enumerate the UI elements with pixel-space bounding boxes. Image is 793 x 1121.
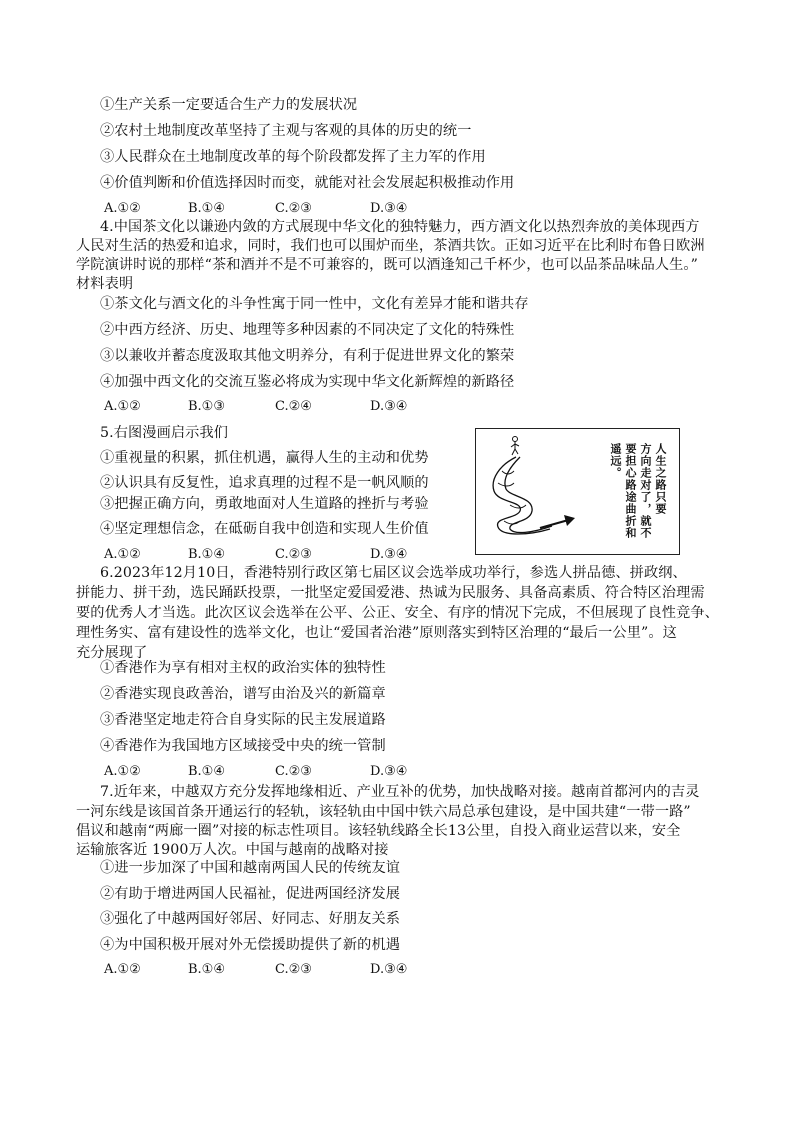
option-line: ①重视量的积累，抓住机遇，赢得人生的主动和优势 <box>100 450 429 466</box>
option-line: ②认识具有反复性，追求真理的过程不是一帆风顺的 <box>100 475 429 491</box>
q6-stem-line: 充分展现了 <box>76 645 148 661</box>
choice-c: C.②③ <box>275 764 312 779</box>
option-line: ①进一步加深了中国和越南两国人民的传统友谊 <box>100 860 401 876</box>
option-line: ③人民群众在土地制度改革的每个阶段都发挥了主力军的作用 <box>100 149 486 165</box>
option-line: ④坚定理想信念，在砥砺自我中创造和实现人生价值 <box>100 521 429 537</box>
choice-d: D.③④ <box>370 962 408 977</box>
q4-stem-line: 学院演讲时说的那样“茶和酒并不是不可兼容的，既可以酒逢知己千杯少，也可以品茶品味品人生。” <box>76 257 698 273</box>
choice-d: D.③④ <box>370 399 408 414</box>
option-line: ②有助于增进两国人民福祉，促进两国经济发展 <box>100 886 401 902</box>
q7-stem-line: 运输旅客近 1900万人次。中国与越南的战略对接 <box>76 842 389 858</box>
choice-a: A.①② <box>104 962 141 977</box>
option-line: ①生产关系一定要适合生产力的发展状况 <box>100 97 358 113</box>
option-line: ②农村土地制度改革坚持了主观与客观的具体的历史的统一 <box>100 123 472 139</box>
choice-b: B.①④ <box>188 764 225 779</box>
cartoon-caption-col4: 遥远。 <box>609 443 622 479</box>
cartoon-image <box>475 428 680 555</box>
option-line: ②香港实现良政善治，谱写由治及兴的新篇章 <box>100 686 386 702</box>
choice-d: D.③④ <box>370 201 408 216</box>
choice-b: B.①④ <box>188 547 225 562</box>
q7-stem-line: 7.近年来，中越双方充分发挥地缘相近、产业互补的优势，加快战略对接。越南首都河内的吉灵 <box>100 784 700 800</box>
q4-stem-line: 4.中国茶文化以谦逊内敛的方式展现中华文化的独特魅力，西方酒文化以热烈奔放的美体现西方 <box>100 219 700 235</box>
winding-road-drawing <box>480 431 580 553</box>
choice-d: D.③④ <box>370 764 408 779</box>
q6-stem-line: 拼能力、拼干劲，选民踊跃投票，一批坚定爱国爱港、热诚为民服务、具备高素质、符合特区治理需 <box>76 585 705 601</box>
option-line: ④加强中西文化的交流互鉴必将成为实现中华文化新辉煌的新路径 <box>100 374 515 390</box>
choice-b: B.①④ <box>188 962 225 977</box>
option-line: ③以兼收并蓄态度汲取其他文明养分，有利于促进世界文化的繁荣 <box>100 348 515 364</box>
option-line: ①香港作为享有相对主权的政治实体的独特性 <box>100 660 386 676</box>
choice-d: D.③④ <box>370 547 408 562</box>
q6-stem-line: 6.2023年12月10日，香港特别行政区第七届区议会选举成功举行，参选人拼品德、拼政纲、 <box>100 565 687 581</box>
choice-a: A.①② <box>104 201 141 216</box>
option-line: ④为中国积极开展对外无偿援助提供了新的机遇 <box>100 937 401 953</box>
choice-c: C.②④ <box>275 399 312 414</box>
choice-a: A.①② <box>104 547 141 562</box>
q7-stem-line: 一河东线是该国首条开通运行的轻轨，该轻轨由中国中铁六局总承包建设，是中国共建“一带一路” <box>76 804 691 820</box>
cartoon-caption-col3: 要担心路途曲折和 <box>624 443 637 539</box>
option-line: ③强化了中越两国好邻居、好同志、好朋友关系 <box>100 911 401 927</box>
cartoon-caption-col2: 方向走对了，就不 <box>639 443 652 539</box>
choice-c: C.②③ <box>275 201 312 216</box>
choice-c: C.②③ <box>275 962 312 977</box>
q6-stem-line: 要的优秀人才当选。此次区议会选举在公平、公正、安全、有序的情况下完成，不但展现了良性竞争、 <box>76 605 719 621</box>
choice-b: B.①③ <box>188 399 225 414</box>
q7-stem-line: 倡议和越南“两廊一圈”对接的标志性项目。该轻轨线路全长13公里，自投入商业运营以来，安全 <box>76 823 681 839</box>
choice-a: A.①② <box>104 399 141 414</box>
choice-b: B.①④ <box>188 201 225 216</box>
option-line: ④价值判断和价值选择因时而变，就能对社会发展起积极推动作用 <box>100 175 515 191</box>
q4-stem-line: 人民对生活的热爱和追求，同时，我们也可以围炉而坐，茶酒共饮。正如习近平在比利时布鲁日欧洲 <box>76 238 705 254</box>
q5-stem: 5.右图漫画启示我们 <box>100 425 229 441</box>
option-line: ①茶文化与酒文化的斗争性寓于同一性中，文化有差异才能和谐共存 <box>100 296 529 312</box>
cartoon-caption-col1: 人生之路只要 <box>654 443 667 515</box>
choice-a: A.①② <box>104 764 141 779</box>
option-line: ④香港作为我国地方区域接受中央的统一管制 <box>100 738 386 754</box>
q6-stem-line: 理性务实、富有建设性的选举文化，也让“爱国者治港”原则落实到特区治理的“最后一公里”。这 <box>76 625 677 641</box>
choice-c: C.②③ <box>275 547 312 562</box>
option-line: ②中西方经济、历史、地理等多种因素的不同决定了文化的特殊性 <box>100 322 515 338</box>
q4-stem-line: 材料表明 <box>76 276 134 292</box>
option-line: ③香港坚定地走符合自身实际的民主发展道路 <box>100 712 386 728</box>
option-line: ③把握正确方向，勇敢地面对人生道路的挫折与考验 <box>100 496 429 512</box>
